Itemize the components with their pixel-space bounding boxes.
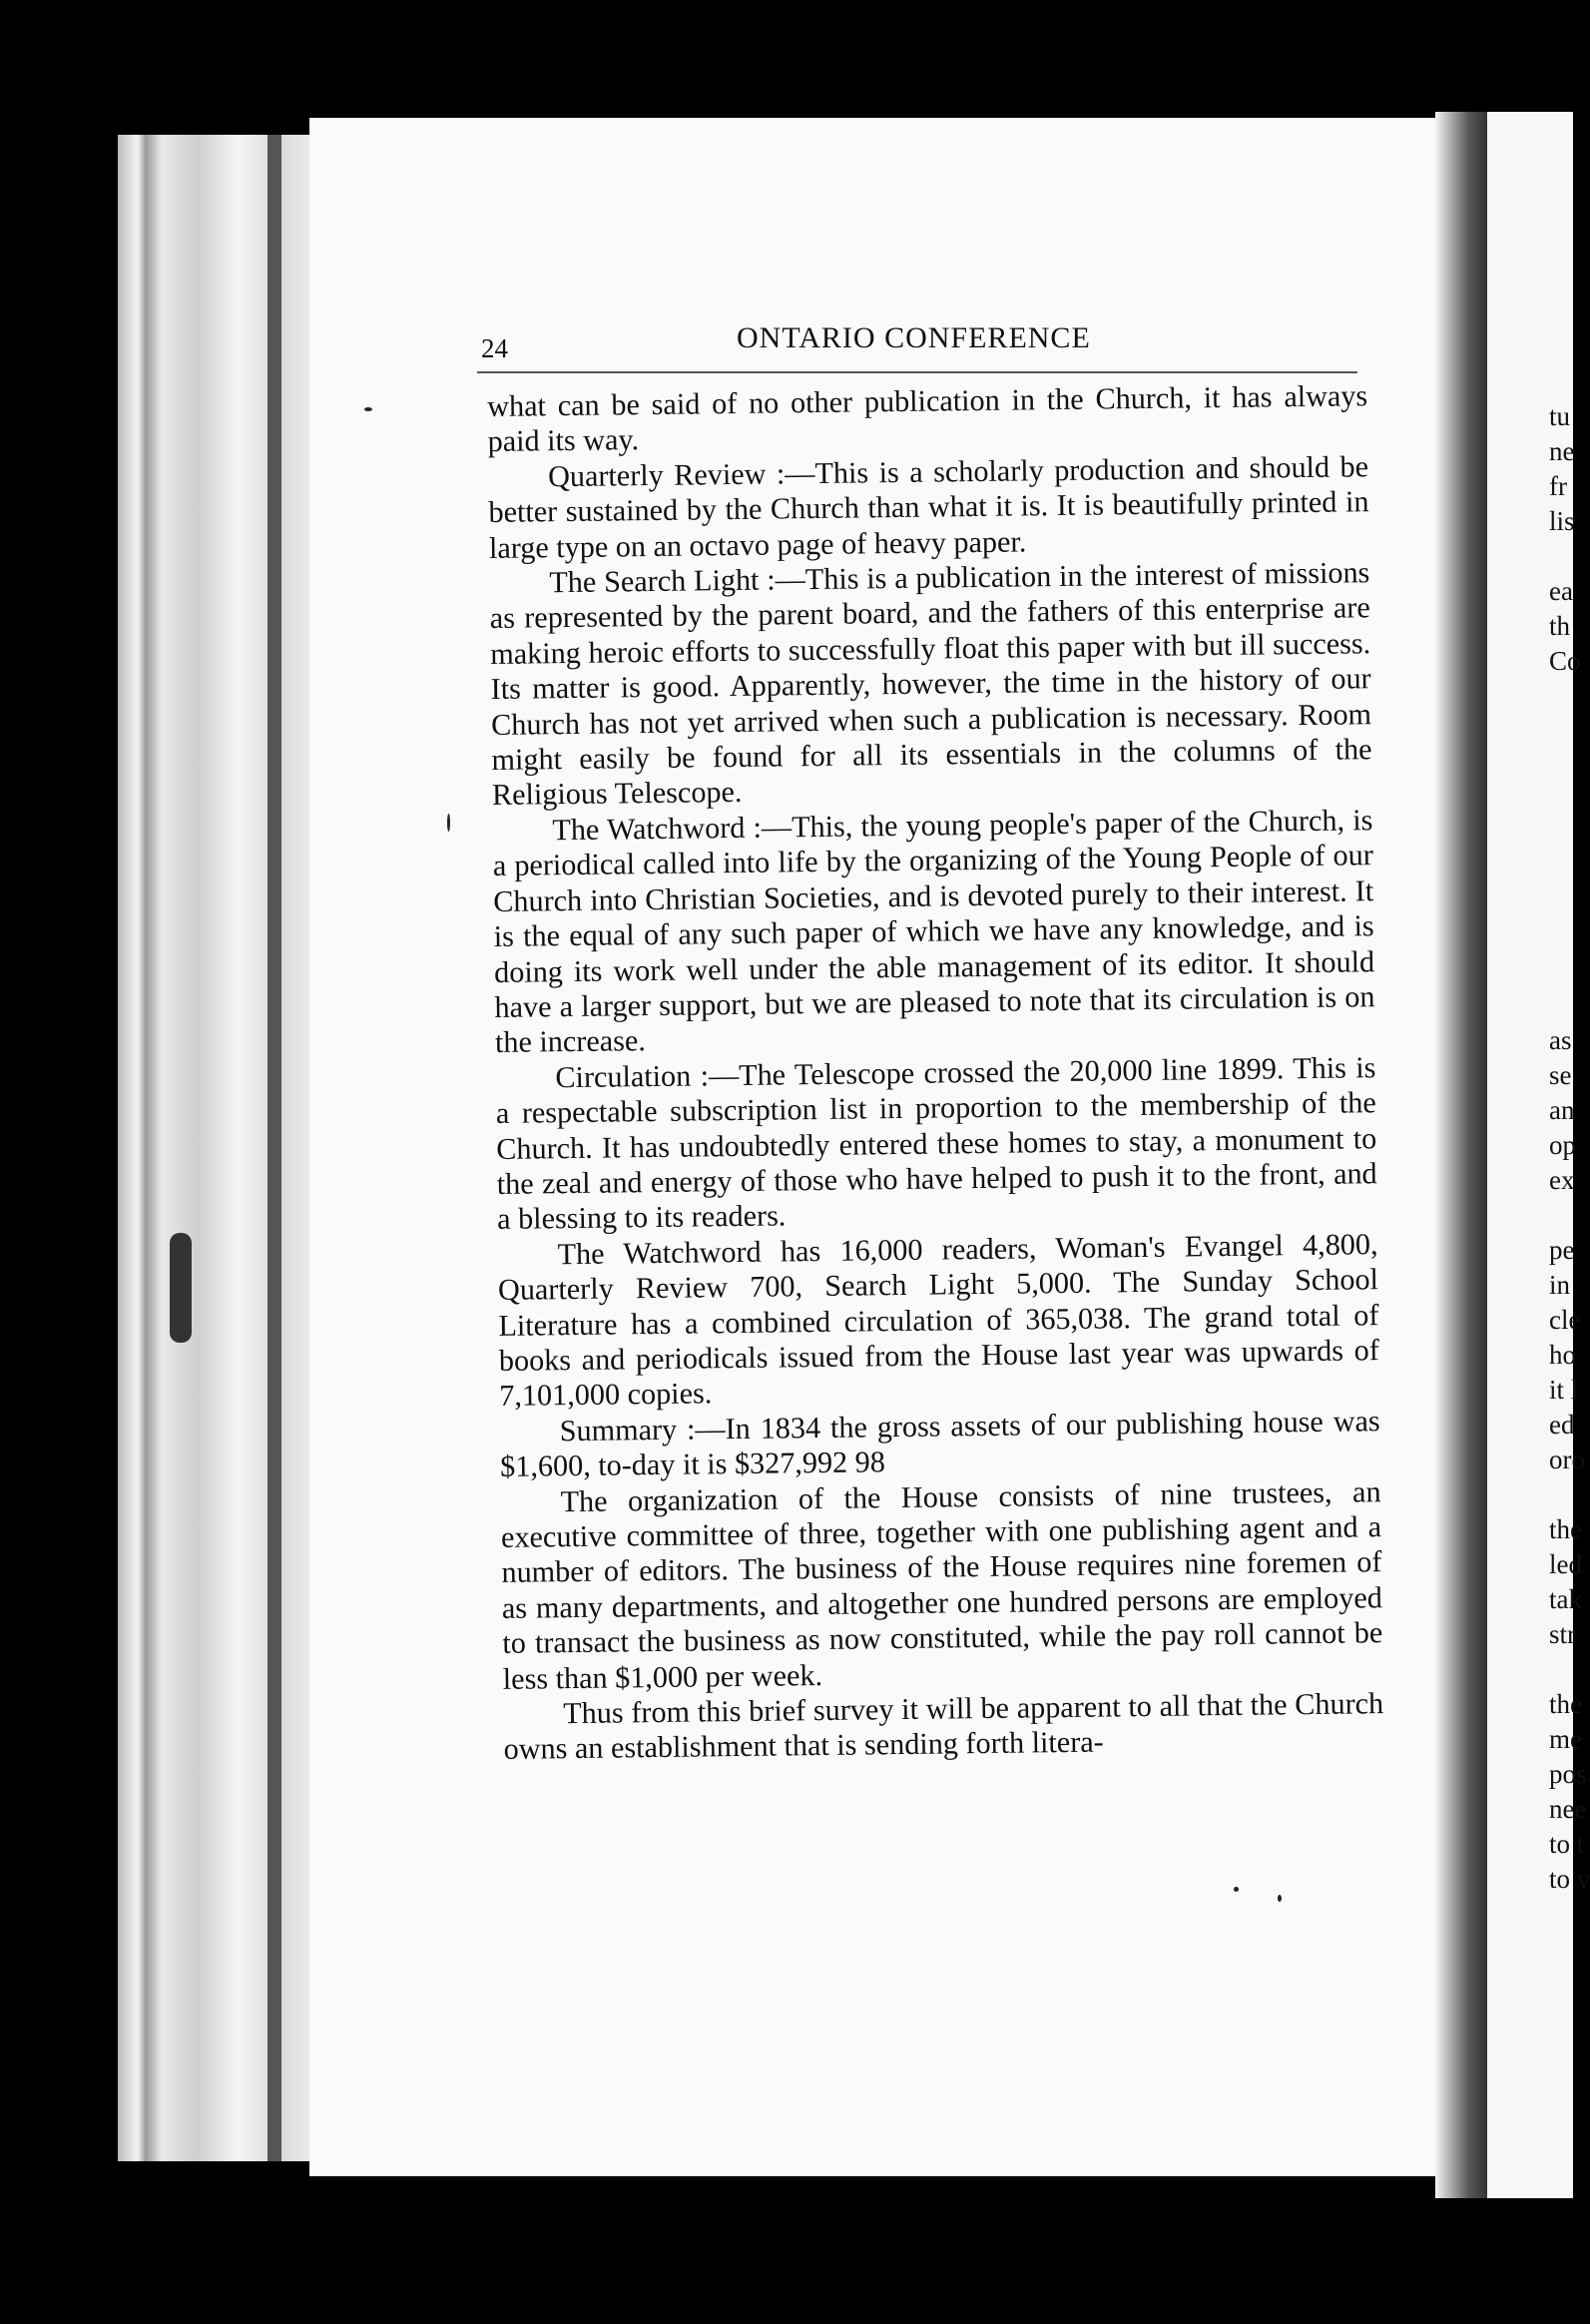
book-page-edges — [118, 135, 317, 2161]
facing-page-text: as — [1549, 1025, 1572, 1055]
paragraph-readership: The Watchword has 16,000 readers, Woman's Evangel 4,800, Quarterly Review 700, Search Light 5,000. The Sunday School Literature has a combined circulation of 365,038. The grand total of books and periodicals issued from the House last year was upwards of 7,101,000 copies. — [497, 1226, 1380, 1414]
facing-page-text: ea — [1549, 576, 1573, 606]
facing-page-text: the — [1549, 1689, 1582, 1719]
paragraph-watchword: The Watchword :—This, the young people's paper of the Church, is a periodical called into life by the organizing of the Young People of our Church into Christian Societies, and is devoted purely to their interest. It is the equal of any such paper of which we have any knowledge, and is doing its work well under the able management of its editor. It should have a larger support, but we are pleased to note that its circulation is on the increase. — [492, 803, 1375, 1060]
facing-page-text: to t — [1549, 1829, 1585, 1859]
facing-page-text: ne — [1549, 436, 1575, 466]
facing-page-text: in — [1549, 1270, 1571, 1300]
facing-page-text: to v — [1549, 1864, 1590, 1894]
paragraph-quarterly-review: Quarterly Review :—This is a scholarly production and should be better sustained by the Church than what it is. It is beautifully printed in large type on an octavo page of heavy paper. — [488, 449, 1369, 565]
facing-page-text: led — [1549, 1549, 1582, 1579]
gutter-shadow — [1435, 112, 1495, 2198]
facing-page-text: lis — [1549, 506, 1575, 536]
facing-page-text: it l — [1549, 1375, 1579, 1405]
paragraph-organization: The organization of the House consists of nine trustees, an executive committee of three, together with one publishing agent and a number of editors. The business of the House requires nine foremen of as many departments, and altogether one hundred persons are employed to transact the business as now constituted, while the pay roll cannot be less than $1,000 per week. — [500, 1473, 1383, 1696]
running-head: ONTARIO CONFERENCE — [737, 321, 1091, 354]
facing-page-text: th — [1549, 611, 1571, 641]
facing-page-fragment — [1487, 112, 1590, 2198]
header-rule — [477, 371, 1357, 373]
facing-page-text: me — [1549, 1724, 1582, 1754]
facing-page-text: str — [1549, 1619, 1576, 1649]
facing-page-text: pos — [1549, 1759, 1587, 1789]
body-text — [487, 378, 1384, 1768]
page-speck — [364, 407, 372, 411]
page-speck — [1234, 1887, 1239, 1892]
paragraph-search-light: The Search Light :—This is a publication in the interest of missions as represented by the parent board, and the fathers of this enterprise are making heroic efforts to successfully float this paper with but ill success. Its matter is good. Apparently, however, the time in the history of our Church has not yet arrived when such a publication is necessary. Room might easily be found for all its essentials in the columns of the Religious Telescope. — [489, 555, 1372, 813]
binding-mark — [170, 1233, 192, 1343]
facing-page-text: tak — [1549, 1584, 1582, 1614]
facing-page-text: Co — [1549, 646, 1581, 676]
page-number: 24 — [481, 333, 508, 363]
page-speck — [1278, 1895, 1282, 1902]
paragraph-summary: Summary :—In 1834 the gross assets of our publishing house was $1,600, to-day it is $327,992 98 — [499, 1403, 1380, 1484]
paragraph-circulation: Circulation :—The Telescope crossed the 20,000 line 1899. This is a respectable subscription list in proportion to the membership of the Church. It has undoubtedly entered these homes to stay, a monument to the zeal and energy of those who have helped to push it to the front, and a blessing to its readers. — [495, 1049, 1377, 1237]
facing-page-text: ed — [1549, 1410, 1575, 1440]
facing-page-text: the — [1549, 1514, 1582, 1544]
paragraph-conclusion: Thus from this brief survey it will be apparent to all that the Church owns an establishment that is sending forth litera- — [503, 1686, 1384, 1767]
facing-page-text: ho — [1549, 1340, 1576, 1370]
facing-page-text: se — [1549, 1060, 1572, 1090]
facing-page-text: an — [1549, 1095, 1575, 1125]
facing-page-text: oro — [1549, 1445, 1585, 1474]
facing-page-text: nee — [1549, 1794, 1587, 1824]
facing-page-text: cle — [1549, 1305, 1581, 1335]
facing-page-text: tu — [1549, 401, 1571, 431]
facing-page-text: ex — [1549, 1165, 1575, 1195]
page-speck — [447, 814, 450, 832]
paragraph-continuation: what can be said of no other publication in the Church, it has always paid its way. — [487, 378, 1368, 459]
facing-page-text: pe — [1549, 1235, 1575, 1265]
facing-page-text: op — [1549, 1130, 1576, 1160]
facing-page-text: fr — [1549, 471, 1567, 501]
page-header — [481, 321, 1379, 361]
